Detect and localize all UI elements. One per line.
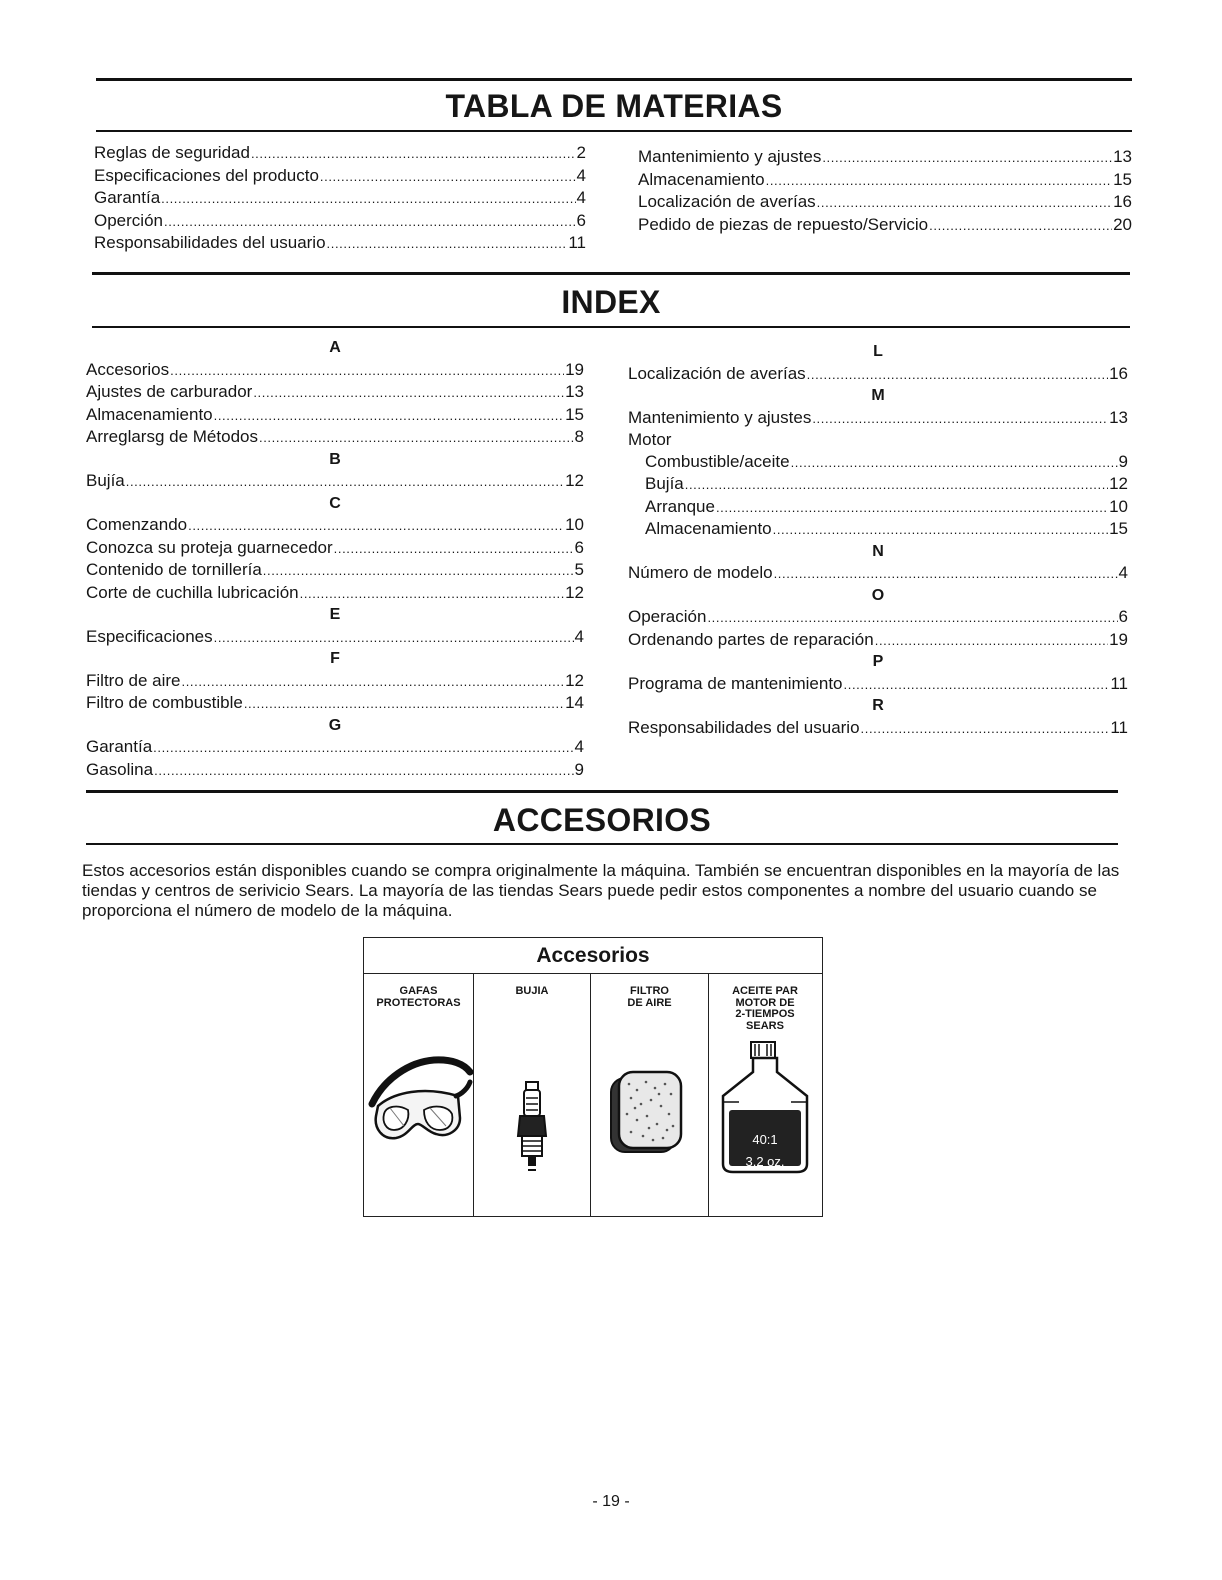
index-letter-heading: L: [873, 343, 883, 360]
index-letter-heading: E: [329, 606, 341, 623]
entry-row: [628, 606, 1128, 629]
entry-row: [86, 559, 584, 582]
dot-leader: [707, 607, 1117, 629]
entry-page: 6: [1118, 607, 1128, 626]
dot-leader: [263, 560, 574, 582]
entry-page: 9: [574, 759, 584, 779]
dot-leader: [126, 471, 564, 493]
toc-title: TABLA DE MATERIAS: [445, 88, 783, 124]
oil-volume-label: 3.2 oz.: [745, 1154, 785, 1169]
dot-leader: [766, 170, 1112, 192]
entry-label: Combustible/aceite: [645, 451, 790, 471]
dot-leader: [334, 538, 574, 560]
entry-page: 15: [1113, 169, 1132, 189]
entry-label: Responsabilidades del usuario: [94, 233, 326, 252]
entry-label: Filtro de aire: [86, 670, 181, 690]
entry-label: Localización de averías: [628, 363, 806, 383]
entry-label: Corte de cuchilla lubricación: [86, 582, 299, 602]
entry-label: Accesorios: [86, 359, 170, 379]
entry-label: Motor: [628, 430, 672, 449]
dot-leader: [164, 211, 576, 233]
entry-page: 14: [565, 693, 584, 712]
dot-leader: [320, 166, 576, 188]
entry-page: 19: [565, 359, 584, 379]
entry-page: 11: [568, 233, 586, 252]
entry-label: Pedido de piezas de repuesto/Servicio: [638, 214, 929, 234]
dot-leader: [774, 563, 1118, 585]
entry-row: [94, 187, 586, 210]
entry-page: 12: [565, 582, 584, 602]
entry-label: Especificaciones del producto: [94, 165, 319, 185]
entry-row: [638, 169, 1132, 192]
entry-label: Garantía: [86, 737, 153, 756]
entry-label: Almacenamiento: [86, 404, 213, 424]
entry-row: [86, 470, 584, 493]
index-left-column: [86, 337, 584, 781]
accessory-name: FILTRO DE AIRE: [627, 985, 672, 1009]
entry-label: Responsabilidades del usuario: [628, 717, 860, 737]
entry-page: 11: [1110, 717, 1128, 737]
entry-label: Gasolina: [86, 759, 154, 779]
index-letter-heading: B: [329, 450, 341, 468]
entry-label: Bujía: [645, 474, 684, 493]
entry-page: 4: [576, 188, 586, 207]
entry-label: Operción: [94, 210, 163, 230]
entry-row: [94, 165, 586, 188]
index-right-column: [628, 341, 1128, 739]
accessory-spark-plug: [474, 974, 591, 1217]
dot-leader: [807, 364, 1108, 386]
dot-leader: [161, 188, 575, 210]
entry-row: [86, 626, 584, 649]
entry-row: [638, 214, 1132, 237]
entry-label: Garantía: [94, 188, 161, 207]
dot-leader: [214, 405, 564, 427]
air-filter-icon: [591, 1034, 709, 1204]
dot-leader: [251, 143, 576, 165]
toc-bottom-rule: [96, 130, 1132, 132]
entry-row: [628, 717, 1128, 740]
entry-label: Especificaciones: [86, 626, 213, 646]
accessory-name: ACEITE PAR MOTOR DE 2-TIEMPOS SEARS: [732, 985, 798, 1032]
entry-page: 16: [1113, 192, 1132, 211]
index-letter-heading: A: [329, 339, 341, 356]
entry-row: [86, 537, 584, 560]
entry-page: 19: [1109, 629, 1128, 649]
dot-leader: [875, 630, 1108, 652]
entry-row: [86, 759, 584, 782]
entry-page: 8: [574, 427, 584, 446]
spark-plug-icon: [474, 1024, 591, 1204]
entry-page: 10: [1109, 496, 1128, 516]
accessory-two-stroke-oil: [709, 974, 821, 1217]
entry-row: [94, 142, 586, 165]
entry-page: 5: [574, 560, 584, 579]
entry-page: 20: [1113, 214, 1132, 234]
dot-leader: [685, 474, 1108, 496]
entry-page: 16: [1109, 363, 1128, 383]
entry-row: [628, 473, 1128, 496]
accessory-air-filter: [591, 974, 709, 1217]
entry-label: Bujía: [86, 471, 125, 490]
dot-leader: [244, 693, 564, 715]
dot-leader: [188, 515, 564, 537]
index-title: INDEX: [561, 284, 661, 320]
dot-leader: [300, 583, 564, 605]
entry-label: Almacenamiento: [645, 519, 772, 538]
dot-leader: [822, 147, 1112, 169]
toc-top-rule: [96, 78, 1132, 81]
page-number: - 19 -: [592, 1493, 630, 1510]
accesorios-title: ACCESORIOS: [492, 802, 712, 838]
entry-page: 4: [574, 737, 584, 756]
entry-label: Reglas de seguridad: [94, 143, 250, 162]
entry-row: [86, 736, 584, 759]
accessory-name: GAFAS PROTECTORAS: [376, 985, 461, 1009]
index-letter-heading: O: [871, 586, 885, 604]
entry-page: 10: [565, 515, 584, 534]
entry-row: [628, 496, 1128, 519]
index-letter-heading: C: [329, 494, 341, 512]
entry-page: 13: [1113, 147, 1132, 166]
index-group-heading: [628, 429, 1128, 451]
entry-row: [94, 232, 586, 255]
entry-row: [628, 629, 1128, 652]
entry-row: [94, 210, 586, 233]
dot-leader: [861, 718, 1110, 740]
dot-leader: [844, 674, 1110, 696]
index-letter-heading: R: [872, 697, 884, 714]
entry-page: 12: [565, 471, 584, 490]
entry-row: [638, 146, 1132, 169]
oil-ratio-label: 40:1: [752, 1132, 778, 1147]
entry-row: [638, 191, 1132, 214]
entry-row: [628, 407, 1128, 430]
entry-label: Contenido de tornillería: [86, 560, 262, 579]
dot-leader: [153, 737, 573, 759]
dot-leader: [327, 233, 568, 255]
accesorios-intro: Estos accesorios están disponibles cuando se compra originalmente la máquina. También se encuentran disponibles en la mayoría de las tiendas y centros de serivicio Sears. La mayoría de las tiendas Sears puede pedir estos componentes a nombre del usuario cuando se proporciona el número de modelo de la máquina.: [82, 861, 1120, 920]
dot-leader: [791, 452, 1118, 474]
index-letter-heading: P: [872, 653, 884, 670]
entry-row: [86, 404, 584, 427]
toc-left-column: [94, 142, 586, 255]
entry-label: Ajustes de carburador: [86, 382, 253, 401]
entry-label: Filtro de combustible: [86, 693, 243, 712]
entry-page: 2: [576, 143, 586, 162]
entry-page: 13: [565, 382, 584, 401]
dot-leader: [214, 627, 574, 649]
entry-page: 13: [1109, 407, 1128, 427]
entry-label: Localización de averías: [638, 192, 816, 211]
entry-page: 15: [1109, 519, 1128, 538]
entry-row: [628, 562, 1128, 585]
entry-label: Operación: [628, 607, 707, 626]
dot-leader: [773, 519, 1108, 541]
index-bottom-rule: [92, 326, 1130, 328]
entry-label: Conozca su proteja guarnecedor: [86, 537, 333, 557]
dot-leader: [716, 497, 1108, 519]
entry-page: 12: [565, 670, 584, 690]
entry-row: [86, 670, 584, 693]
dot-leader: [929, 215, 1112, 237]
entry-row: [86, 692, 584, 715]
oil-bottle-icon: [709, 1040, 821, 1200]
entry-row: [628, 451, 1128, 474]
accessory-safety-goggles: [364, 974, 474, 1217]
index-letter-heading: F: [330, 650, 340, 667]
entry-row: [86, 582, 584, 605]
entry-page: 6: [574, 537, 584, 557]
entry-row: [86, 426, 584, 449]
accesorios-bottom-rule: [86, 843, 1118, 845]
dot-leader: [170, 360, 564, 382]
entry-page: 15: [565, 404, 584, 424]
index-letter-heading: G: [328, 716, 342, 734]
entry-page: 11: [1110, 673, 1128, 693]
entry-row: [86, 359, 584, 382]
dot-leader: [253, 382, 564, 404]
entry-row: [628, 518, 1128, 541]
entry-label: Almacenamiento: [638, 169, 765, 189]
entry-page: 9: [1118, 451, 1128, 471]
dot-leader: [154, 760, 573, 782]
entry-page: 6: [576, 210, 586, 230]
entry-label: Arranque: [645, 496, 715, 516]
entry-label: Mantenimiento y ajustes: [638, 147, 822, 166]
toc-right-column: [638, 146, 1132, 236]
accessory-name: BUJIA: [515, 985, 549, 997]
index-letter-heading: N: [872, 542, 884, 560]
entry-page: 12: [1109, 474, 1128, 493]
entry-page: 4: [574, 626, 584, 646]
entry-label: Número de modelo: [628, 563, 773, 582]
entry-label: Arreglarsg de Métodos: [86, 427, 258, 446]
accesorios-table-title: Accesorios: [364, 938, 822, 974]
entry-label: Programa de mantenimiento: [628, 673, 843, 693]
index-letter-heading: M: [871, 387, 885, 404]
dot-leader: [259, 427, 574, 449]
entry-row: [628, 363, 1128, 386]
index-top-rule: [92, 272, 1130, 275]
entry-label: Mantenimiento y ajustes: [628, 407, 812, 427]
entry-page: 4: [576, 165, 586, 185]
dot-leader: [181, 671, 564, 693]
entry-page: 4: [1118, 563, 1128, 582]
entry-label: Ordenando partes de reparación: [628, 629, 874, 649]
entry-row: [86, 381, 584, 404]
safety-goggles-icon: [364, 1044, 474, 1204]
accesorios-table: [363, 937, 823, 1217]
dot-leader: [812, 408, 1108, 430]
dot-leader: [817, 192, 1112, 214]
entry-row: [86, 514, 584, 537]
entry-label: Comenzando: [86, 515, 188, 534]
entry-row: [628, 673, 1128, 696]
accesorios-top-rule: [86, 790, 1118, 793]
